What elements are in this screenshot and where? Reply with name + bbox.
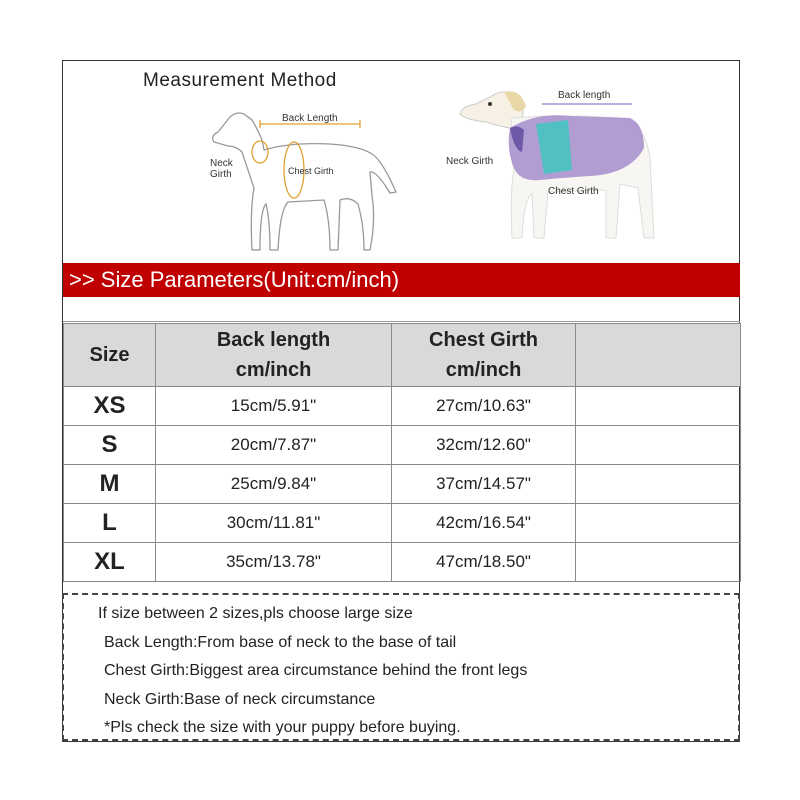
size-cell: S (64, 426, 156, 465)
vest-neck-girth-label: Neck Girth (446, 156, 494, 167)
vest-back-length-label: Back length (558, 90, 611, 101)
back-length-cell: 25cm/9.84" (156, 465, 392, 504)
chest-girth-cell: 32cm/12.60" (392, 426, 576, 465)
note-line: Neck Girth:Base of neck circumstance (104, 690, 376, 708)
neck-girth-label-1: Neck (210, 158, 233, 169)
dog-outline (213, 113, 396, 250)
table-row (64, 426, 741, 465)
extra-cell (576, 465, 741, 504)
chest-girth-cell: 42cm/16.54" (392, 504, 576, 543)
chest-girth-cell: 27cm/10.63" (392, 387, 576, 426)
back-length-label: Back Length (282, 113, 338, 124)
size-parameters-banner: >> Size Parameters(Unit:cm/inch) (63, 263, 740, 297)
dog-outline-illustration (200, 100, 405, 260)
neck-girth-label-2: Girth (210, 169, 232, 180)
header-extra (576, 324, 741, 387)
extra-cell (576, 543, 741, 582)
back-length-cell: 30cm/11.81" (156, 504, 392, 543)
table-header-row (64, 324, 741, 387)
table-row (64, 387, 741, 426)
chest-girth-cell: 37cm/14.57" (392, 465, 576, 504)
note-line: Chest Girth:Biggest area circumstance behind the front legs (104, 662, 528, 679)
back-length-cell: 20cm/7.87" (156, 426, 392, 465)
neck-girth-ring (252, 141, 268, 163)
size-cell: L (64, 504, 156, 543)
header-chest-girth: Chest Girth cm/inch (392, 324, 576, 387)
back-length-cell: 35cm/13.78" (156, 543, 392, 582)
table-row (64, 504, 741, 543)
back-length-cell: 15cm/5.91" (156, 387, 392, 426)
size-table (63, 323, 741, 582)
header-size: Size (64, 324, 156, 387)
dog-eye (488, 102, 492, 106)
note-line: *Pls check the size with your puppy before buying. (104, 719, 461, 736)
header-back-length: Back length cm/inch (156, 324, 392, 387)
note-line: If size between 2 sizes,pls choose large size (98, 605, 413, 622)
size-cell: XL (64, 543, 156, 582)
size-notes-box (62, 593, 740, 741)
dog-vest-illustration (440, 78, 675, 258)
chest-girth-label: Chest Girth (288, 166, 334, 176)
size-cell: M (64, 465, 156, 504)
note-line: Back Length:From base of neck to the base of tail (104, 633, 457, 651)
extra-cell (576, 387, 741, 426)
divider (63, 321, 740, 322)
extra-cell (576, 426, 741, 465)
table-row (64, 543, 741, 582)
vest-chest-girth-label: Chest Girth (548, 186, 599, 197)
chest-girth-cell: 47cm/18.50" (392, 543, 576, 582)
extra-cell (576, 504, 741, 543)
measurement-method-title: Measurement Method (143, 70, 337, 91)
size-cell: XS (64, 387, 156, 426)
table-row (64, 465, 741, 504)
